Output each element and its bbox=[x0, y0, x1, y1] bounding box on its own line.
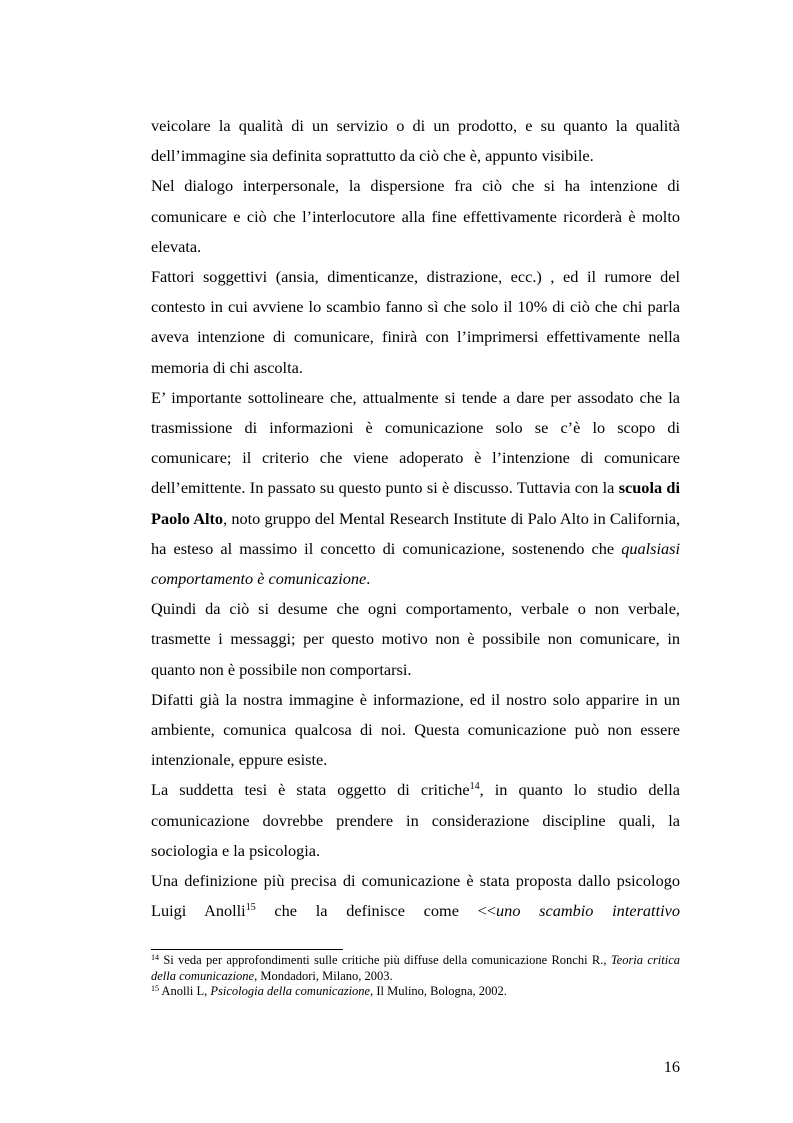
text-run: . bbox=[366, 569, 371, 589]
footnote-number: 14 bbox=[151, 953, 159, 962]
text-run: , noto gruppo del Mental Research Institute di Palo Alto in California, ha esteso al massimo il concetto di comunicazione, sostenendo che bbox=[151, 508, 681, 558]
paragraph: Fattori soggettivi (ansia, dimenticanze, distrazione, ecc.) , ed il rumore del contesto in cui avviene lo scambio fanno sì che solo il 10% di ciò che chi parla aveva intenzione di comunicare, finirà con l’imprimersi effettivamente nella memoria di chi ascolta. bbox=[151, 267, 680, 377]
italic-quote: qualsiasi comportamento è comunicazione bbox=[151, 538, 680, 589]
paragraph: Nel dialogo interpersonale, la dispersione fra ciò che si ha intenzione di comunicare e ciò che l’interlocutore alla fine effettivamente ricorderà è molto elevata. bbox=[151, 176, 680, 256]
text-run: E’ importante sottolineare che, attualmente si tende a dare per assodato che la trasmissione di informazioni è comunicazione solo se c’è lo scopo di comunicare; il criterio che viene adoperato è l’intenzione di comunicare dell’emittente. In passato su questo punto si è discusso. Tuttavia con la bbox=[151, 387, 680, 498]
text-run: che la definisce come << bbox=[255, 901, 497, 921]
body-text bbox=[151, 111, 680, 926]
book-title: Teoria critica della comunicazione bbox=[151, 953, 680, 983]
text-run: La suddetta tesi è stata oggetto di critiche bbox=[151, 780, 470, 800]
bold-term: scuola di Paolo Alto bbox=[151, 478, 680, 528]
footnote bbox=[151, 984, 680, 1000]
footnote-ref[interactable]: 14 bbox=[469, 781, 480, 793]
paragraph: Difatti già la nostra immagine è informazione, ed il nostro solo apparire in un ambiente, comunica qualcosa di noi. Questa comunicazione può non essere intenzionale, eppure esiste. bbox=[151, 689, 680, 770]
text-run: Si veda per approfondimenti sulle critiche più diffuse della comunicazione Ronchi R., bbox=[159, 953, 611, 967]
footnote bbox=[151, 953, 680, 984]
text-run: Anolli L, bbox=[159, 984, 211, 999]
footnote-ref[interactable]: 15 bbox=[245, 902, 256, 914]
footnote-number: 15 bbox=[151, 984, 159, 994]
paragraph bbox=[151, 866, 680, 926]
page-number: 16 bbox=[663, 1057, 680, 1076]
text-run: , Il Mulino, Bologna, 2002. bbox=[370, 984, 507, 999]
footnote-divider bbox=[151, 949, 343, 950]
footnotes bbox=[151, 953, 680, 1000]
paragraph: Quindi da ciò si desume che ogni comportamento, verbale o non verbale, trasmette i messaggi; per questo motivo non è possibile non comunicare, in quanto non è possibile non comportarsi. bbox=[151, 599, 680, 679]
paragraph bbox=[151, 383, 680, 594]
italic-quote: uno scambio interattivo bbox=[496, 901, 680, 921]
paragraph: veicolare la qualità di un servizio o di un prodotto, e su quanto la qualità dell’immagine sia definita soprattutto da ciò che è, appunto visibile. bbox=[151, 116, 680, 166]
text-run: , in quanto lo studio della comunicazione dovrebbe prendere in considerazione discipline quali, la sociologia e la psicologia. bbox=[151, 780, 681, 860]
text-run: Una definizione più precisa di comunicazione è stata proposta dallo psicologo Luigi Anolli bbox=[151, 871, 680, 921]
paragraph bbox=[151, 775, 680, 866]
text-run: , Mondadori, Milano, 2003. bbox=[254, 968, 393, 983]
book-title: Psicologia della comunicazione bbox=[210, 984, 371, 999]
